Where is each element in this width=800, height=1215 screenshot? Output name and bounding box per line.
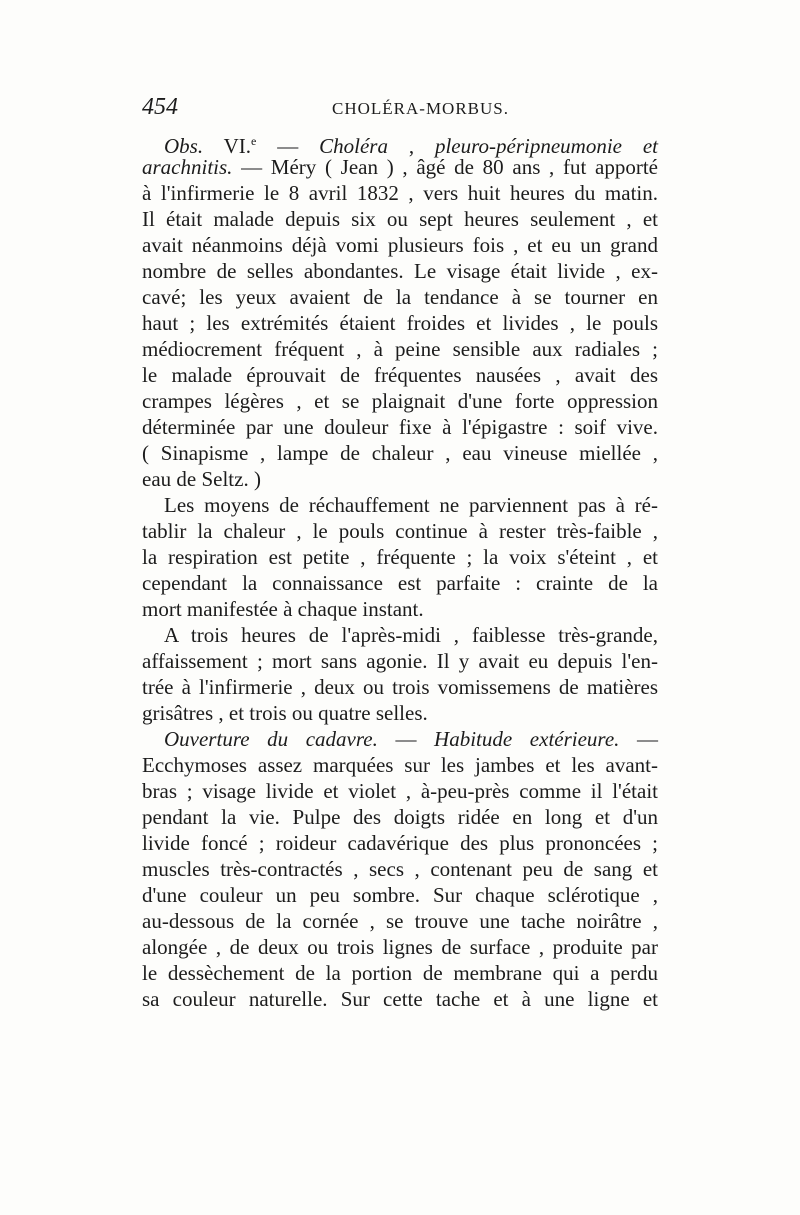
text-run: haut ; les extrémités étaient froides et livides , le pouls	[142, 311, 658, 335]
text-line	[142, 206, 658, 232]
italic-text-run: pleuro-péripneumonie et	[434, 134, 659, 158]
text-line	[142, 570, 658, 596]
text-line	[142, 362, 658, 388]
text-line	[142, 180, 658, 206]
text-line	[142, 648, 658, 674]
text-line	[142, 128, 659, 158]
text-run: livide foncé ; roideur cadavérique des plus prononcées ;	[142, 831, 658, 855]
text-line	[142, 336, 658, 362]
italic-text-run: Choléra	[319, 134, 388, 158]
text-run: nombre de selles abondantes. Le visage était livide , ex-	[142, 259, 658, 283]
text-run: déterminée par une douleur fixe à l'épigastre : soif vive.	[142, 415, 658, 439]
text-run: —	[256, 134, 320, 158]
body-text	[142, 128, 658, 1012]
page-header	[142, 92, 662, 126]
text-run: Les moyens de réchauffement ne parviennent pas à ré-	[164, 493, 658, 517]
text-run: cependant la connaissance est parfaite : crainte de la	[142, 571, 658, 595]
text-run: Il était malade depuis six ou sept heures seulement , et	[142, 207, 658, 231]
text-run: Ecchymoses assez marquées sur les jambes et les avant-	[142, 753, 658, 777]
text-run: ( Sinapisme , lampe de chaleur , eau vineuse miellée ,	[142, 441, 658, 465]
text-run: pendant la vie. Pulpe des doigts ridée en long et d'un	[142, 805, 658, 829]
text-run: alongée , de deux ou trois lignes de surface , produite par	[142, 935, 658, 959]
text-line	[142, 414, 658, 440]
text-run: trée à l'infirmerie , deux ou trois vomissemens de matières	[142, 675, 658, 699]
running-title: CHOLÉRA-MORBUS.	[332, 99, 509, 118]
text-line	[142, 882, 658, 908]
text-line	[142, 934, 658, 960]
text-line	[142, 856, 658, 882]
text-run: tablir la chaleur , le pouls continue à rester très-faible ,	[142, 519, 658, 543]
text-line	[142, 908, 658, 934]
text-line	[142, 830, 658, 856]
text-line	[142, 518, 658, 544]
italic-text-run: Habitude extérieure.	[434, 727, 620, 751]
text-run: bras ; visage livide et violet , à-peu-près comme il l'était	[142, 779, 658, 803]
text-run: sa couleur naturelle. Sur cette tache et à une ligne et	[142, 987, 658, 1011]
text-line	[142, 388, 658, 414]
text-run: crampes légères , et se plaignait d'une forte oppression	[142, 389, 658, 413]
text-line	[142, 960, 658, 986]
text-line	[142, 700, 658, 726]
text-line	[142, 804, 658, 830]
text-line	[142, 986, 658, 1012]
italic-text-run: Ouverture du cadavre.	[164, 727, 378, 751]
text-line	[142, 674, 658, 700]
text-run: ,	[387, 134, 435, 158]
text-run: au-dessous de la cornée , se trouve une tache noirâtre ,	[142, 909, 658, 933]
text-run: avait néanmoins déjà vomi plusieurs fois , et eu un grand	[142, 233, 658, 257]
text-run: —	[377, 727, 435, 751]
text-line	[142, 258, 658, 284]
text-run: le malade éprouvait de fréquentes nausées , avait des	[142, 363, 658, 387]
text-run: la respiration est petite , fréquente ; la voix s'éteint , et	[142, 545, 658, 569]
text-run: le dessèchement de la portion de membrane qui a perdu	[142, 961, 658, 985]
text-line	[142, 778, 658, 804]
text-run: muscles très-contractés , secs , contenant peu de sang et	[142, 857, 658, 881]
text-run: mort manifestée à chaque instant.	[142, 597, 424, 621]
text-line	[142, 596, 658, 622]
text-line	[142, 544, 658, 570]
text-run: affaissement ; mort sans agonie. Il y avait eu depuis l'en-	[142, 649, 658, 673]
text-run: d'une couleur un peu sombre. Sur chaque sclérotique ,	[142, 883, 658, 907]
text-run: cavé; les yeux avaient de la tendance à se tourner en	[142, 285, 658, 309]
text-run: grisâtres , et trois ou quatre selles.	[142, 701, 428, 725]
text-line	[142, 726, 658, 752]
text-line	[142, 284, 658, 310]
text-line	[142, 232, 658, 258]
text-line	[142, 466, 658, 492]
text-line	[142, 310, 658, 336]
text-run: —	[619, 727, 659, 751]
text-line	[142, 492, 658, 518]
text-run: A trois heures de l'après-midi , faiblesse très-grande,	[164, 623, 658, 647]
text-run: e	[251, 134, 257, 148]
text-line	[142, 154, 658, 180]
text-line	[142, 622, 658, 648]
text-run: eau de Seltz. )	[142, 467, 261, 491]
text-run: médiocrement fréquent , à peine sensible aux radiales ;	[142, 337, 658, 361]
text-run: — Méry ( Jean ) , âgé de 80 ans , fut apporté	[232, 155, 658, 179]
text-run: VI.	[203, 134, 252, 158]
italic-text-run: arachnitis.	[142, 155, 233, 179]
page-number: 454	[142, 94, 178, 120]
text-run: à l'infirmerie le 8 avril 1832 , vers huit heures du matin.	[142, 181, 658, 205]
text-line	[142, 440, 658, 466]
text-line	[142, 752, 658, 778]
italic-text-run: Obs.	[164, 134, 204, 158]
